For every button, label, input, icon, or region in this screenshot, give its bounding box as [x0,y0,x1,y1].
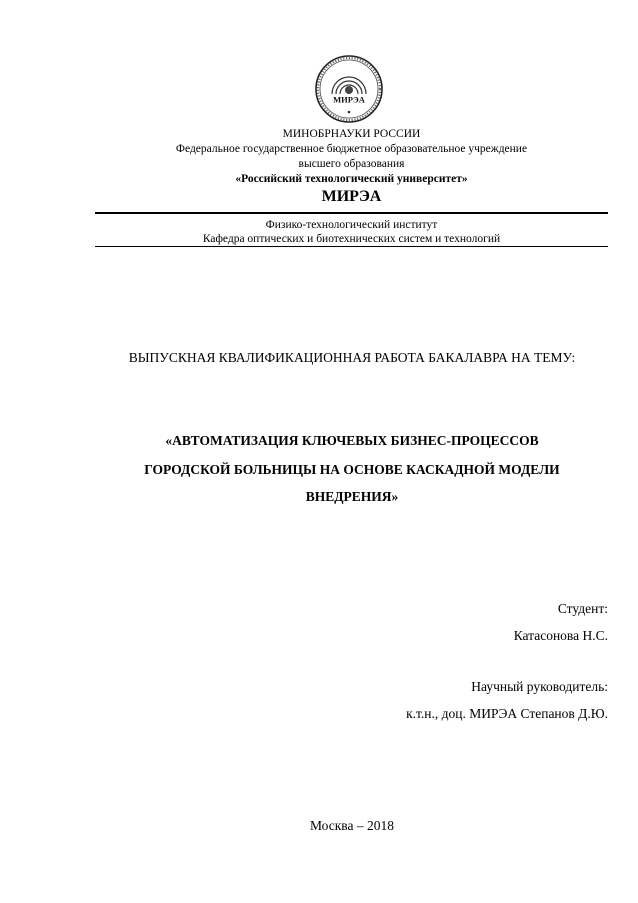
university-name: «Российский технологический университет» [235,173,468,185]
mirea-emblem-icon [314,54,384,124]
ministry-name: МИНОБРНАУКИ РОССИИ [282,128,421,140]
student-label: Студент: [557,601,608,616]
supervisor-label: Научный руководитель: [471,679,608,694]
thesis-title-line1: «АВТОМАТИЗАЦИЯ КЛЮЧЕВЫХ БИЗНЕС-ПРОЦЕССОВ [165,433,539,448]
department-name: Кафедра оптических и биотехнических систем и технологий [202,233,501,245]
brand-name: МИРЭА [321,188,382,205]
institution-type-line1: Федеральное государственное бюджетное образовательное учреждение [175,143,528,155]
place-and-year: Москва – 2018 [310,818,394,833]
institution-type-line2: высшего образования [298,158,405,170]
work-type: ВЫПУСКНАЯ КВАЛИФИКАЦИОННАЯ РАБОТА БАКАЛАВРА НА ТЕМУ: [128,350,576,365]
student-name: Катасонова Н.С. [513,628,608,643]
thesis-title-line2: ГОРОДСКОЙ БОЛЬНИЦЫ НА ОСНОВЕ КАСКАДНОЙ МОДЕЛИ [144,462,560,477]
institute-name: Физико-технологический институт [265,219,438,231]
thesis-title-line3: ВНЕДРЕНИЯ» [305,489,399,504]
supervisor-name: к.т.н., доц. МИРЭА Степанов Д.Ю. [406,706,608,721]
header-divider-bottom [95,246,608,247]
university-logo [314,54,384,124]
logo-text: МИРЭА [333,94,365,105]
header-divider-top [95,212,608,214]
